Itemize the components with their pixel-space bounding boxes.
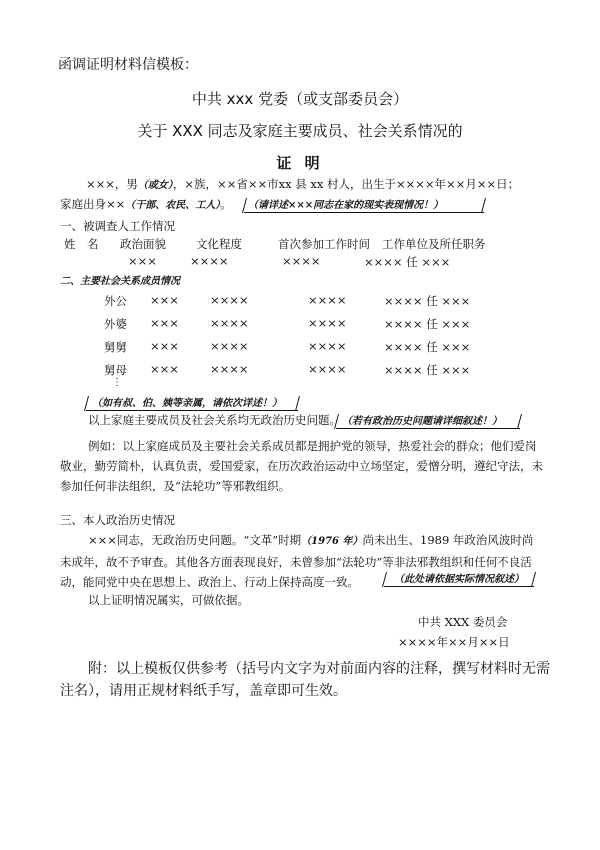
relation-label: 舅母	[104, 363, 127, 377]
row-employer: ×××× 任 ×××	[364, 255, 451, 269]
gender-note: （或女）	[137, 180, 173, 191]
intro-text-a: ×××，男	[86, 177, 138, 191]
more-relations-ellipsis: ⋮	[112, 377, 122, 388]
intro-text-b: ，×族，××省××市xx 县 xx 村人，出生于××××年××月××日；	[172, 177, 520, 191]
relatives-bracket	[86, 410, 298, 411]
relation-political: ××××	[210, 339, 249, 353]
intro-bracket	[244, 212, 484, 213]
relation-employer: ×××× 任 ×××	[384, 317, 471, 331]
row-education: ××××	[190, 254, 229, 268]
relation-political: ××××	[210, 316, 249, 330]
relation-label: 外婆	[104, 317, 127, 331]
section2-conclusion: 以上家庭主要成员及社会关系均无政治历史问题。	[88, 413, 341, 427]
relation-label: 外公	[104, 294, 127, 308]
conclusion-bracket	[336, 428, 520, 429]
relation-name: ×××	[150, 339, 179, 353]
relation-education: ××××	[308, 362, 347, 376]
origin-note: （干部、农民、工人）	[125, 200, 221, 211]
row-political: ×××	[128, 254, 157, 268]
signature-org: 中共 XXX 委员会	[418, 615, 508, 629]
relation-name: ×××	[150, 293, 179, 307]
section3-text-a: ×××同志，无政治历史问题。“文革”时期	[88, 533, 302, 547]
relation-label: 舅舅	[104, 340, 127, 354]
closing-line: 以上证明情况属实，可做依据。	[88, 593, 249, 607]
org-line: 中共 xxx 党委（或支部委员会）	[191, 90, 409, 108]
intro-line2-a: 家庭出身××	[60, 197, 126, 211]
relation-name: ×××	[150, 316, 179, 330]
relation-employer: ×××× 任 ×××	[384, 340, 471, 354]
header-political: 政治面貌	[120, 237, 166, 251]
section3-bracket-note: （此处请依据实际情况叙述）	[394, 574, 524, 585]
section3-text-b: 尚未出生、1989 年政治风波时尚未成年，故不予审查。其他各方面表现良好，未曾参加“法轮功”等非法邪教组织和任何不良活动，能同党中央在思想上、政治上、行动上保持高度一致。	[60, 533, 534, 589]
header-education: 文化程度	[196, 237, 242, 251]
row-first-job: ××××	[282, 254, 321, 268]
relation-education: ××××	[308, 316, 347, 330]
relation-political: ××××	[210, 362, 249, 376]
relation-employer: ×××× 任 ×××	[384, 363, 471, 377]
year-note: （1976 年）	[301, 536, 363, 547]
intro-line-2	[60, 196, 232, 212]
template-title: 函调证明材料信模板：	[58, 57, 198, 73]
header-first-job: 首次参加工作时间	[278, 237, 370, 251]
relation-education: ××××	[308, 293, 347, 307]
section1-title: 一、被调查人工作情况	[60, 219, 175, 233]
footnote: 附：以上模板仅供参考（括号内文字为对前面内容的注释，撰写材料时无需注名），请用正规材料纸手写，盖章即可生效。	[60, 661, 550, 699]
intro-bracket-note: （请详述×××同志在家的现实表现情况！）	[248, 200, 444, 211]
relation-name: ×××	[150, 362, 179, 376]
intro-line-1	[86, 176, 519, 192]
conclusion-bracket-note: （若有政治历史问题请详细叙述！）	[342, 416, 502, 427]
section2-title: 二、主要社会关系成员情况	[60, 276, 180, 287]
doc-title: 证 明	[276, 154, 324, 172]
relatives-bracket-note: （如有叔、伯、姨等亲属，请依次详述！）	[92, 398, 282, 409]
relation-education: ××××	[308, 339, 347, 353]
subject-line: 关于 XXX 同志及家庭主要成员、社会关系情况的	[137, 122, 463, 140]
header-name: 姓 名	[64, 237, 99, 251]
relation-political: ××××	[210, 293, 249, 307]
relation-employer: ×××× 任 ×××	[384, 294, 471, 308]
example-paragraph: 例如：以上家庭成员及主要社会关系成员都是拥护党的领导，热爱社会的群众；他们爱岗敬业，勤劳简朴，认真负责，爱国爱家，在历次政治运动中立场坚定，爱憎分明，遵纪守法，未参加任何非法组织，及“法轮功”等邪教组织。	[60, 439, 543, 493]
signature-date: ××××年××月××日	[398, 635, 510, 649]
section3-bracket	[384, 586, 534, 587]
intro-line2-b: 。	[220, 197, 232, 211]
header-employer: 工作单位及所任职务	[382, 237, 486, 251]
section3-title: 三、本人政治历史情况	[60, 513, 175, 527]
